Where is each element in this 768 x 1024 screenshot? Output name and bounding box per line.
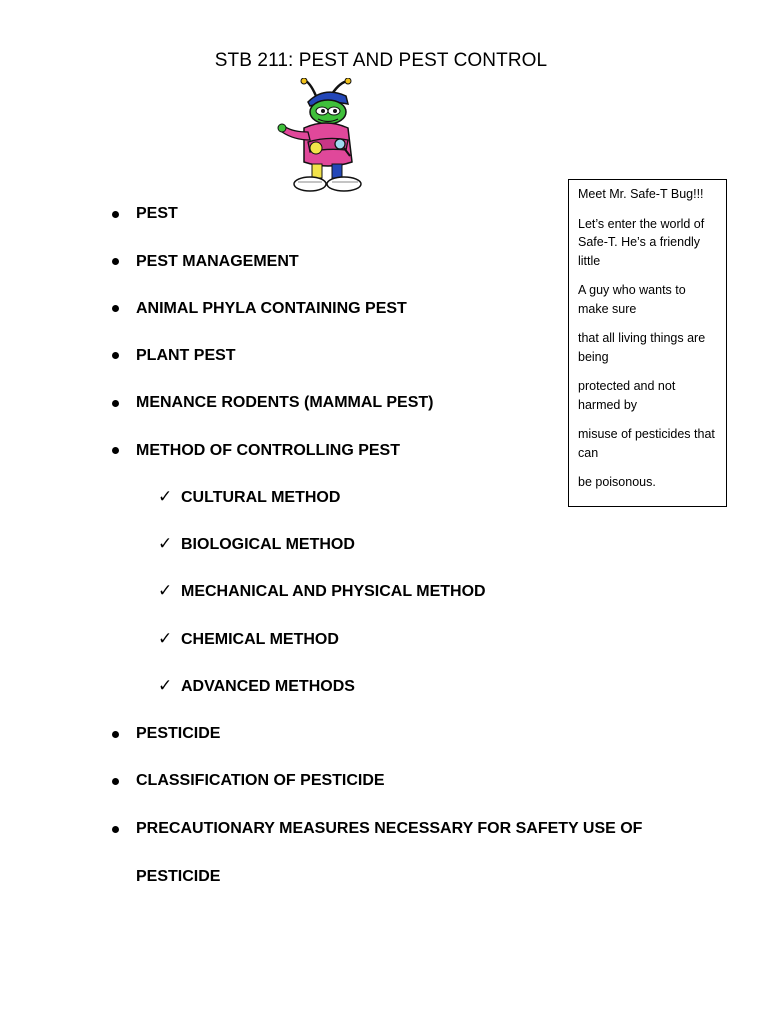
bullet-icon: [112, 731, 119, 738]
list-item: PEST MANAGEMENT: [136, 253, 299, 270]
page-title: STB 211: PEST AND PEST CONTROL: [214, 50, 548, 71]
mascot-note-box: [568, 179, 727, 507]
note-line: that all living things are being: [578, 331, 706, 364]
note-line: Let’s enter the world of Safe-T. He’s a friendly little: [578, 216, 705, 268]
list-item-continuation: PESTICIDE: [136, 868, 221, 885]
bullet-icon: [112, 211, 119, 218]
list-item: CLASSIFICATION OF PESTICIDE: [136, 772, 385, 789]
safe-t-bug-mascot-icon: [274, 78, 370, 194]
checkmark-icon: ✓: [158, 676, 173, 696]
bullet-icon: [112, 447, 119, 454]
sub-list-item: BIOLOGICAL METHOD: [181, 536, 355, 553]
bullet-icon: [112, 305, 119, 312]
note-line: Meet Mr. Safe-T Bug!!!: [578, 187, 704, 201]
note-line: protected and not harmed by: [578, 379, 676, 412]
list-item: PEST: [136, 205, 178, 222]
sub-list-item: MECHANICAL AND PHYSICAL METHOD: [181, 583, 486, 600]
list-item: ANIMAL PHYLA CONTAINING PEST: [136, 300, 407, 317]
checkmark-icon: ✓: [158, 534, 173, 554]
sub-list-item: CULTURAL METHOD: [181, 489, 341, 506]
list-item: METHOD OF CONTROLLING PEST: [136, 442, 400, 459]
list-item: MENANCE RODENTS (MAMMAL PEST): [136, 394, 434, 411]
list-item: PLANT PEST: [136, 347, 236, 364]
bullet-icon: [112, 778, 119, 785]
checkmark-icon: ✓: [158, 487, 173, 507]
bullet-icon: [112, 826, 119, 833]
note-line: be poisonous.: [578, 475, 656, 489]
bullet-icon: [112, 400, 119, 407]
bullet-icon: [112, 258, 119, 265]
list-item: PRECAUTIONARY MEASURES NECESSARY FOR SAFETY USE OF: [136, 820, 643, 837]
checkmark-icon: ✓: [158, 629, 173, 649]
sub-list-item: CHEMICAL METHOD: [181, 631, 339, 648]
list-item: PESTICIDE: [136, 725, 221, 742]
note-line: A guy who wants to make sure: [578, 283, 686, 316]
checkmark-icon: ✓: [158, 581, 173, 601]
sub-list-item: ADVANCED METHODS: [181, 678, 355, 695]
bullet-icon: [112, 352, 119, 359]
note-line: misuse of pesticides that can: [578, 427, 715, 460]
